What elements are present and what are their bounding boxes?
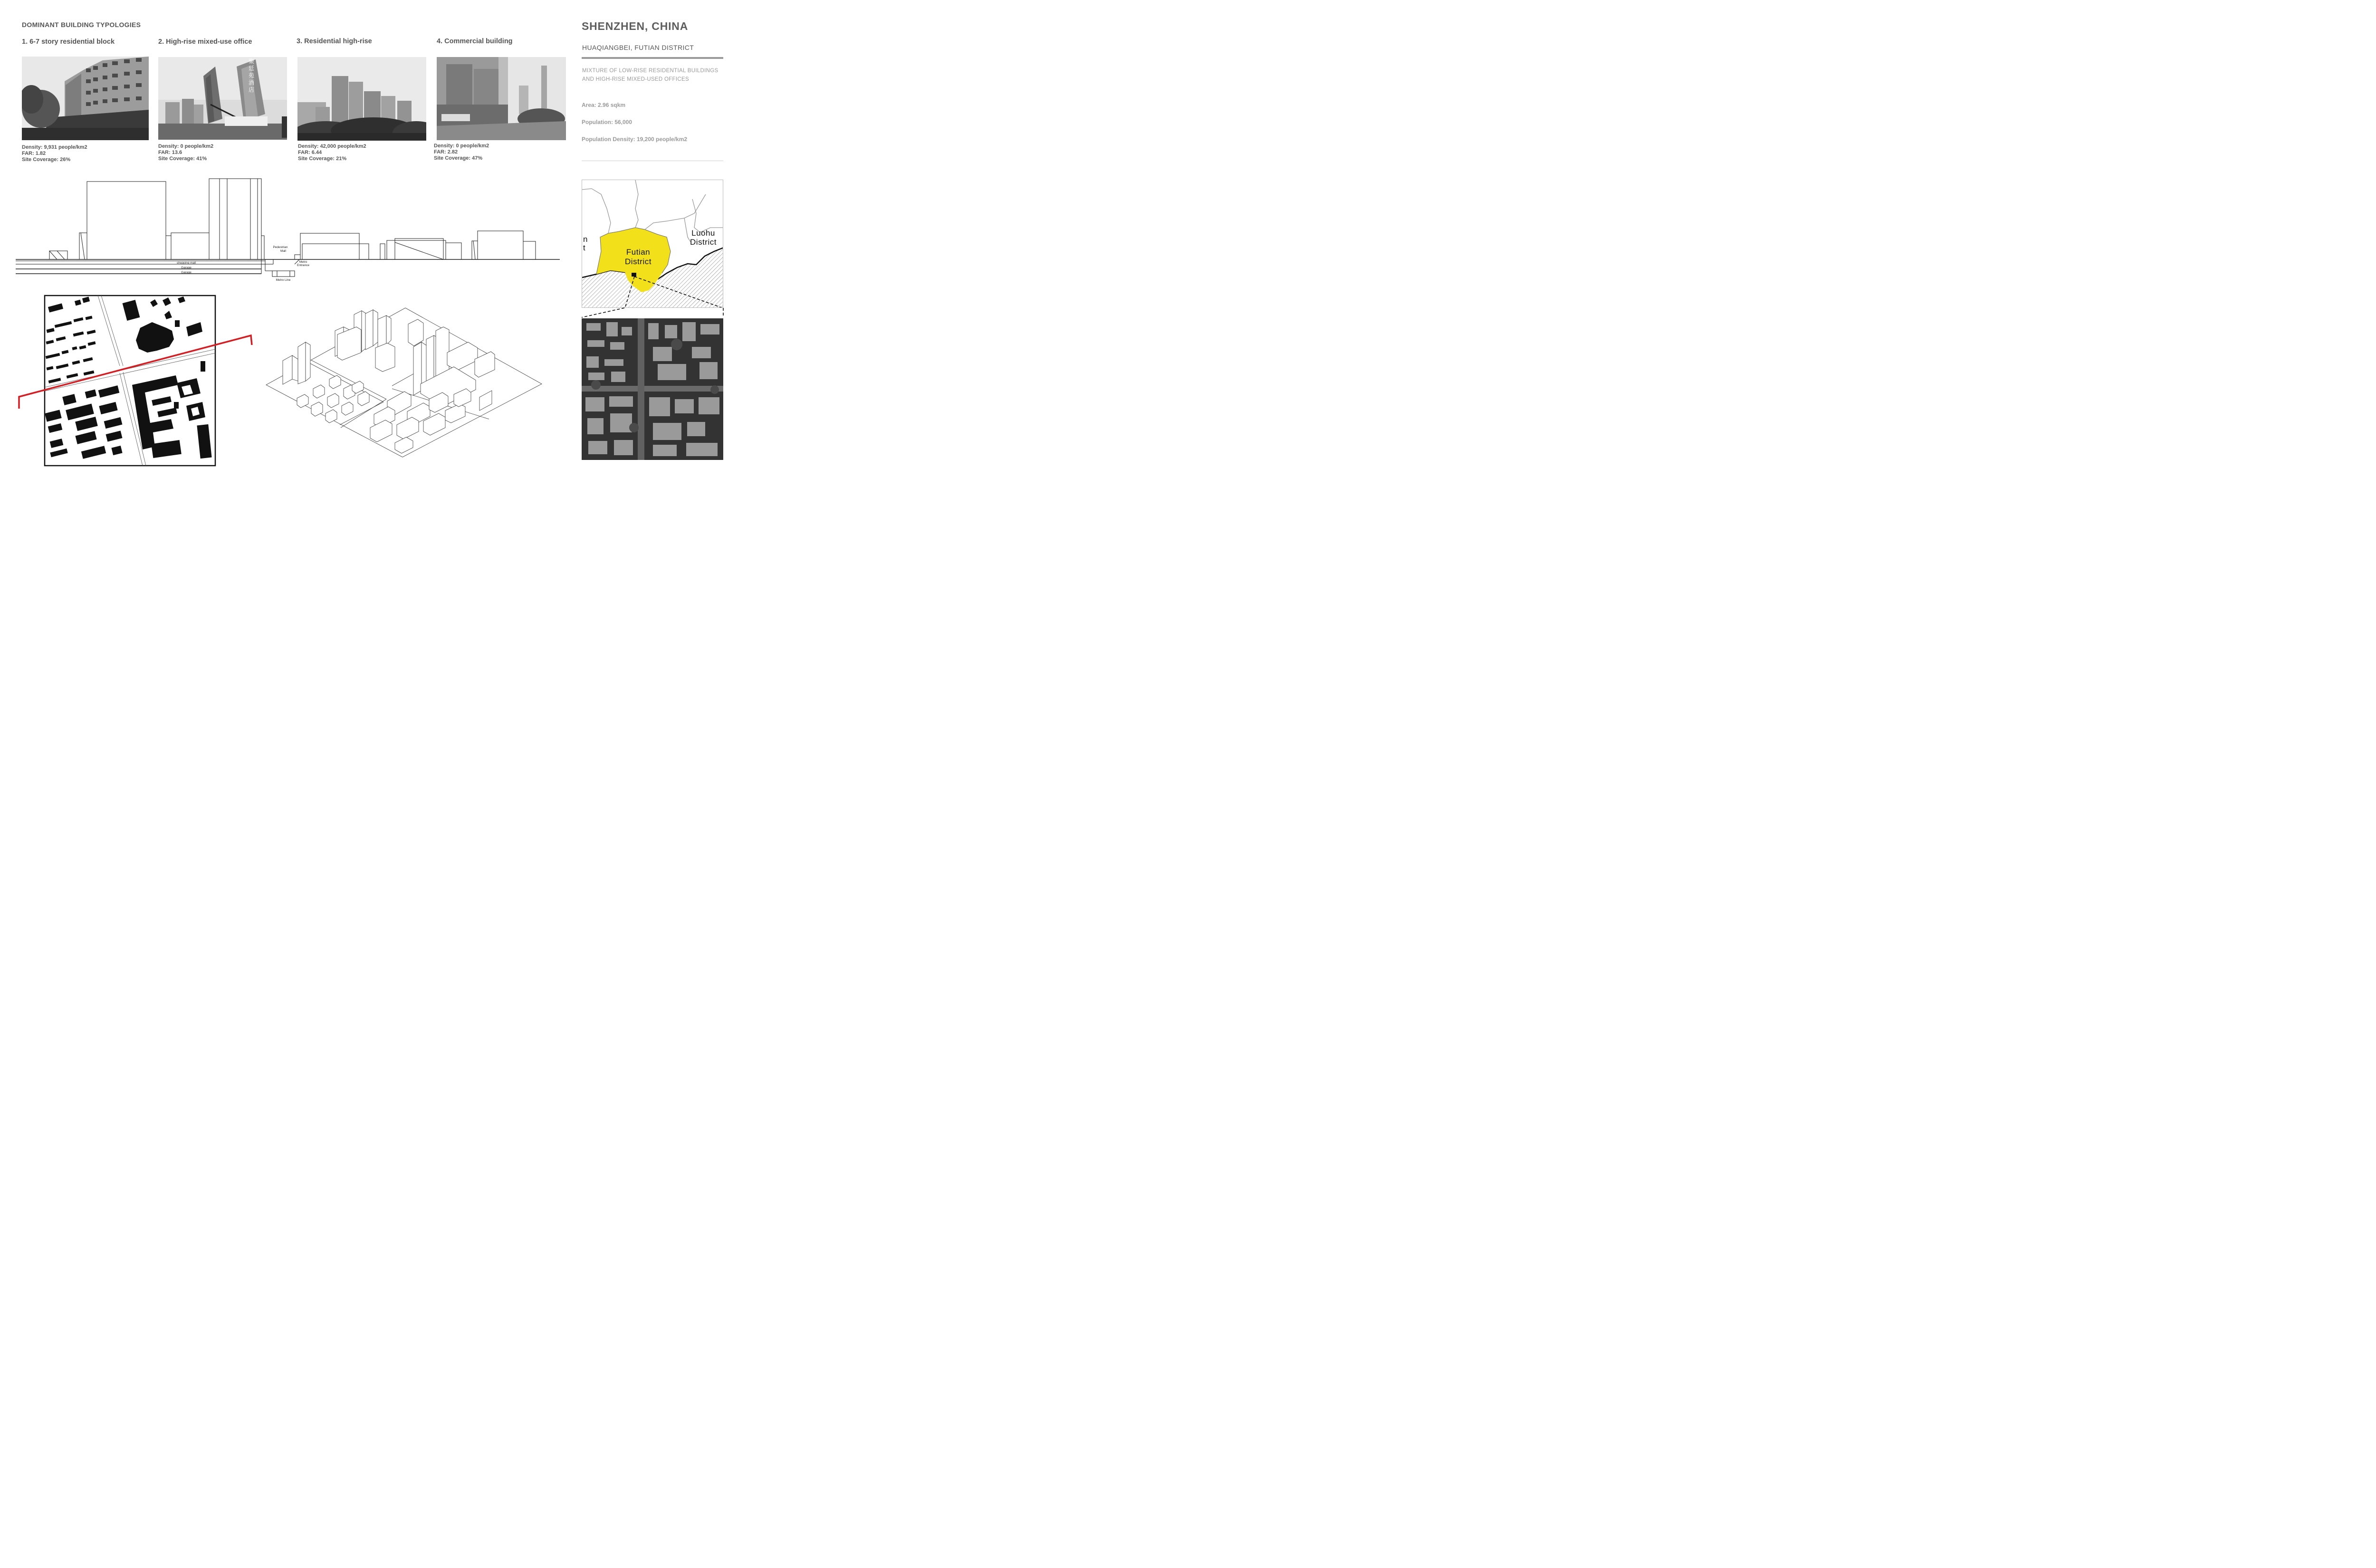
map-label-luohu-2: District — [690, 238, 717, 247]
typology-4-title: 4. Commercial building — [437, 38, 513, 45]
label-pedestrian-mall-2: Mall — [280, 249, 286, 253]
area-description: MIXTURE OF LOW-RISE RESIDENTIAL BUILDINGS AND HIGH-RISE MIXED-USED OFFICES — [582, 68, 719, 82]
photo-residential-block — [22, 57, 149, 140]
typology-3-coverage: Site Coverage: 21% — [298, 156, 347, 162]
map-label-futian-1: Futian — [626, 248, 651, 257]
typology-2-coverage: Site Coverage: 41% — [158, 156, 207, 162]
location-map — [582, 180, 723, 308]
typology-4-coverage: Site Coverage: 47% — [434, 155, 483, 161]
map-label-futian — [619, 248, 657, 267]
map-label-left-2: t — [583, 243, 585, 252]
photo-commercial-building — [437, 57, 566, 140]
aerial-photo — [582, 318, 723, 460]
population-value: Population: 56,000 — [582, 119, 632, 125]
typology-4-far: FAR: 2.82 — [434, 149, 458, 155]
typology-1-coverage: Site Coverage: 26% — [22, 157, 71, 163]
typology-3-stats — [298, 143, 366, 162]
map-label-luohu-1: Luohu — [691, 229, 715, 238]
map-label-luohu — [682, 229, 723, 247]
callout-lines — [582, 308, 723, 317]
typology-1-stats — [22, 144, 87, 163]
area-value: Area: 2.96 sqkm — [582, 102, 626, 108]
hotel-sign: 聚廷苑酒店 — [249, 58, 255, 93]
typology-2-stats — [158, 143, 213, 162]
divider — [582, 57, 723, 59]
photo-highrise-office — [158, 57, 287, 140]
label-garage-1: Garage — [181, 266, 192, 269]
typology-3-density: Density: 42,000 people/km2 — [298, 143, 366, 149]
typology-2-title: 2. High-rise mixed-use office — [158, 38, 252, 46]
map-label-left-partial — [583, 235, 587, 252]
figure-ground-plan — [14, 290, 261, 470]
photo-residential-highrise — [297, 57, 426, 141]
typology-1-density: Density: 9,931 people/km2 — [22, 144, 87, 150]
label-metro-entrance-2: Entrance — [297, 264, 310, 267]
label-metro-line: Metro Line — [276, 278, 291, 282]
typology-3-far: FAR: 6.44 — [298, 150, 322, 155]
typology-1-title: 1. 6-7 story residential block — [22, 38, 115, 46]
axonometric-drawing — [264, 300, 549, 462]
typology-2-density: Density: 0 people/km2 — [158, 143, 214, 149]
label-garage-2: Garage — [181, 271, 192, 274]
map-label-futian-2: District — [625, 257, 651, 266]
typology-1-far: FAR: 1.82 — [22, 151, 46, 156]
typology-2-far: FAR: 13.6 — [158, 150, 182, 155]
district-subtitle: HUAQIANGBEI, FUTIAN DISTRICT — [582, 44, 694, 51]
urban-section-drawing — [14, 176, 565, 290]
label-pedestrian-mall-1: Pedestrian — [273, 246, 288, 249]
typology-4-density: Density: 0 people/km2 — [434, 143, 489, 149]
label-shopping-mall: shopping mall — [176, 261, 196, 265]
section-title: DOMINANT BUILDING TYPOLOGIES — [22, 21, 141, 29]
city-title: SHENZHEN, CHINA — [582, 20, 689, 32]
typology-4-stats — [434, 143, 489, 162]
map-label-left-1: n — [583, 235, 588, 244]
typology-3-title: 3. Residential high-rise — [297, 38, 372, 45]
label-metro-entrance-1: Metro — [299, 260, 307, 264]
population-density-value: Population Density: 19,200 people/km2 — [582, 136, 688, 143]
